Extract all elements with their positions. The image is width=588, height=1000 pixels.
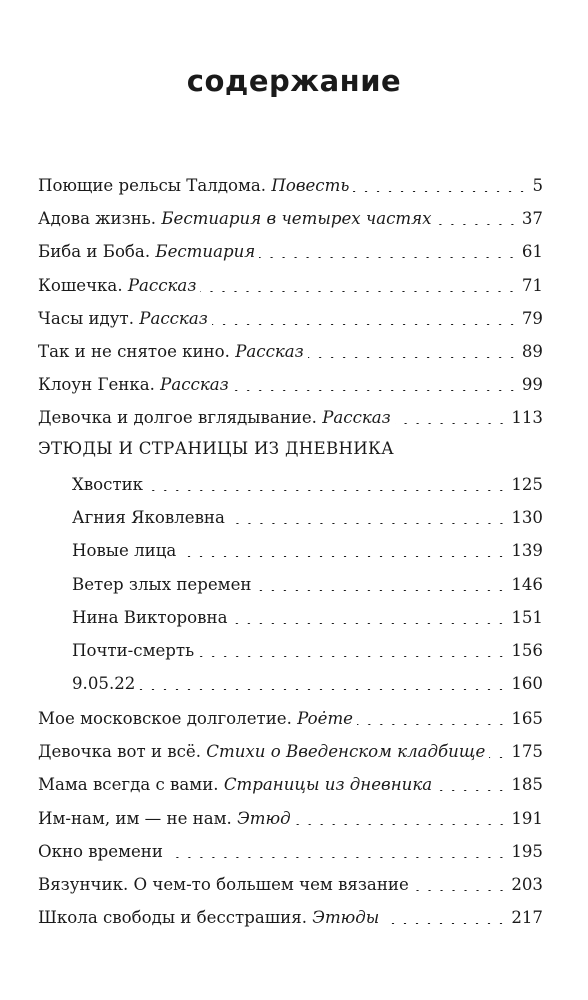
dot-leader bbox=[255, 590, 507, 591]
dot-leader bbox=[489, 757, 507, 758]
entry-genre: Этюд bbox=[237, 808, 291, 828]
dot-leader bbox=[229, 523, 507, 524]
dot-leader bbox=[436, 224, 518, 225]
dot-leader bbox=[212, 324, 518, 325]
toc-entry bbox=[38, 874, 543, 896]
entry-genre: Poėme bbox=[297, 709, 353, 728]
dot-leader bbox=[383, 923, 507, 924]
dot-leader bbox=[295, 824, 508, 825]
entry-title: Мама всегда с вами. bbox=[38, 775, 219, 795]
toc-entry bbox=[38, 241, 543, 263]
entry-genre: Рассказ bbox=[127, 275, 197, 295]
toc-entry bbox=[72, 673, 543, 695]
dot-leader bbox=[233, 390, 518, 391]
entry-title: Мое московское долголетие. bbox=[38, 709, 292, 728]
dot-leader bbox=[353, 191, 528, 192]
dot-leader bbox=[231, 623, 507, 624]
dot-leader bbox=[308, 357, 518, 358]
entry-title: Адова жизнь. bbox=[38, 209, 157, 229]
toc-entry bbox=[72, 574, 543, 596]
toc-entry bbox=[38, 308, 543, 330]
toc-entry bbox=[72, 640, 543, 662]
toc-entry bbox=[38, 208, 543, 230]
entry-genre: Бестиария bbox=[155, 242, 256, 262]
page-number: 185 bbox=[511, 775, 543, 795]
entry-genre: Рассказ bbox=[235, 342, 304, 361]
entry-genre: Рассказ bbox=[322, 408, 391, 428]
toc-entry bbox=[38, 275, 543, 297]
dot-leader bbox=[395, 423, 508, 424]
page-number: 125 bbox=[511, 475, 543, 494]
entry-title: Почти-смерть bbox=[72, 641, 195, 660]
toc-entry bbox=[38, 774, 543, 796]
page-number: 156 bbox=[511, 641, 543, 660]
page-number: 191 bbox=[511, 808, 543, 828]
page-number: 151 bbox=[511, 607, 543, 627]
page-number: 203 bbox=[511, 875, 543, 894]
dot-leader bbox=[413, 890, 508, 891]
entry-title: Девочка вот и всё. bbox=[38, 742, 202, 762]
dot-leader bbox=[357, 724, 507, 725]
toc-entry bbox=[38, 741, 543, 763]
toc-entry bbox=[38, 407, 543, 429]
dot-leader bbox=[180, 556, 507, 557]
page-number: 61 bbox=[521, 242, 543, 262]
entry-title: Вязунчик. О чем-то большем чем вязание bbox=[38, 875, 409, 894]
toc-entry bbox=[38, 907, 543, 929]
dot-leader bbox=[200, 291, 518, 292]
toc-entry bbox=[38, 175, 543, 197]
page-number: 160 bbox=[511, 674, 543, 694]
page-number: 79 bbox=[521, 308, 543, 328]
dot-leader bbox=[198, 656, 507, 657]
entry-title: Им-нам, им — не нам. bbox=[38, 808, 232, 828]
dot-leader bbox=[139, 689, 507, 690]
page-number: 217 bbox=[511, 908, 543, 928]
entry-genre: Повесть bbox=[271, 176, 350, 195]
toc-entry bbox=[72, 607, 543, 629]
page-number: 175 bbox=[511, 742, 543, 762]
page-number: 71 bbox=[521, 275, 543, 295]
entry-title: Клоун Генка. bbox=[38, 375, 155, 395]
entry-genre: Стихи о Введенском кладбище bbox=[206, 742, 486, 762]
section-title: ЭТЮДЫ И СТРАНИЦЫ ИЗ ДНЕВНИКА bbox=[38, 439, 395, 458]
entry-genre: Страницы из дневника bbox=[223, 775, 433, 795]
entry-title: Часы идут. bbox=[38, 308, 134, 328]
entry-title: Так и не снятое кино. bbox=[38, 342, 230, 361]
page-title: содержание bbox=[186, 64, 402, 98]
entry-title: Школа свободы и бесстрашия. bbox=[38, 908, 307, 928]
entry-title: Девочка и долгое вглядывание. bbox=[38, 408, 317, 428]
entry-title: 9.05.22 bbox=[72, 674, 136, 694]
page-number: 165 bbox=[511, 709, 543, 728]
toc-entry bbox=[38, 341, 543, 363]
entry-title: Кошечка. bbox=[38, 275, 123, 295]
entry-title: Поющие рельсы Талдома. bbox=[38, 176, 267, 195]
page-number: 37 bbox=[521, 209, 543, 229]
dot-leader bbox=[259, 257, 518, 258]
toc-entry bbox=[38, 374, 543, 396]
entry-title: Новые лица bbox=[72, 541, 177, 561]
page-number: 146 bbox=[511, 574, 543, 594]
page-number: 89 bbox=[521, 342, 543, 361]
entry-title: Нина Викторовна bbox=[72, 607, 228, 627]
entry-title: Хвостик bbox=[72, 475, 144, 494]
entry-genre: Рассказ bbox=[160, 375, 229, 395]
toc-entry bbox=[72, 507, 543, 529]
toc-entry bbox=[72, 474, 543, 496]
dot-leader bbox=[167, 857, 507, 858]
entry-title: Ветер злых перемен bbox=[72, 574, 252, 594]
dot-leader bbox=[147, 490, 507, 491]
toc-entry bbox=[38, 808, 543, 830]
entry-genre: Бестиария в четырех частях bbox=[161, 209, 432, 229]
page-number: 113 bbox=[511, 408, 543, 428]
toc-entry bbox=[38, 841, 543, 863]
entry-genre: Этюды bbox=[312, 908, 380, 928]
dot-leader bbox=[436, 790, 507, 791]
entry-title: Агния Яковлевна bbox=[72, 508, 225, 528]
entry-title: Окно времени bbox=[38, 841, 163, 861]
page-number: 5 bbox=[532, 176, 543, 195]
page-number: 130 bbox=[511, 508, 543, 528]
entry-title: Биба и Боба. bbox=[38, 242, 151, 262]
toc-entry bbox=[38, 708, 543, 730]
page-number: 195 bbox=[511, 841, 543, 861]
entry-genre: Рассказ bbox=[139, 308, 208, 328]
page-number: 139 bbox=[511, 541, 543, 561]
toc-entry bbox=[72, 540, 543, 562]
page-number: 99 bbox=[521, 375, 543, 395]
